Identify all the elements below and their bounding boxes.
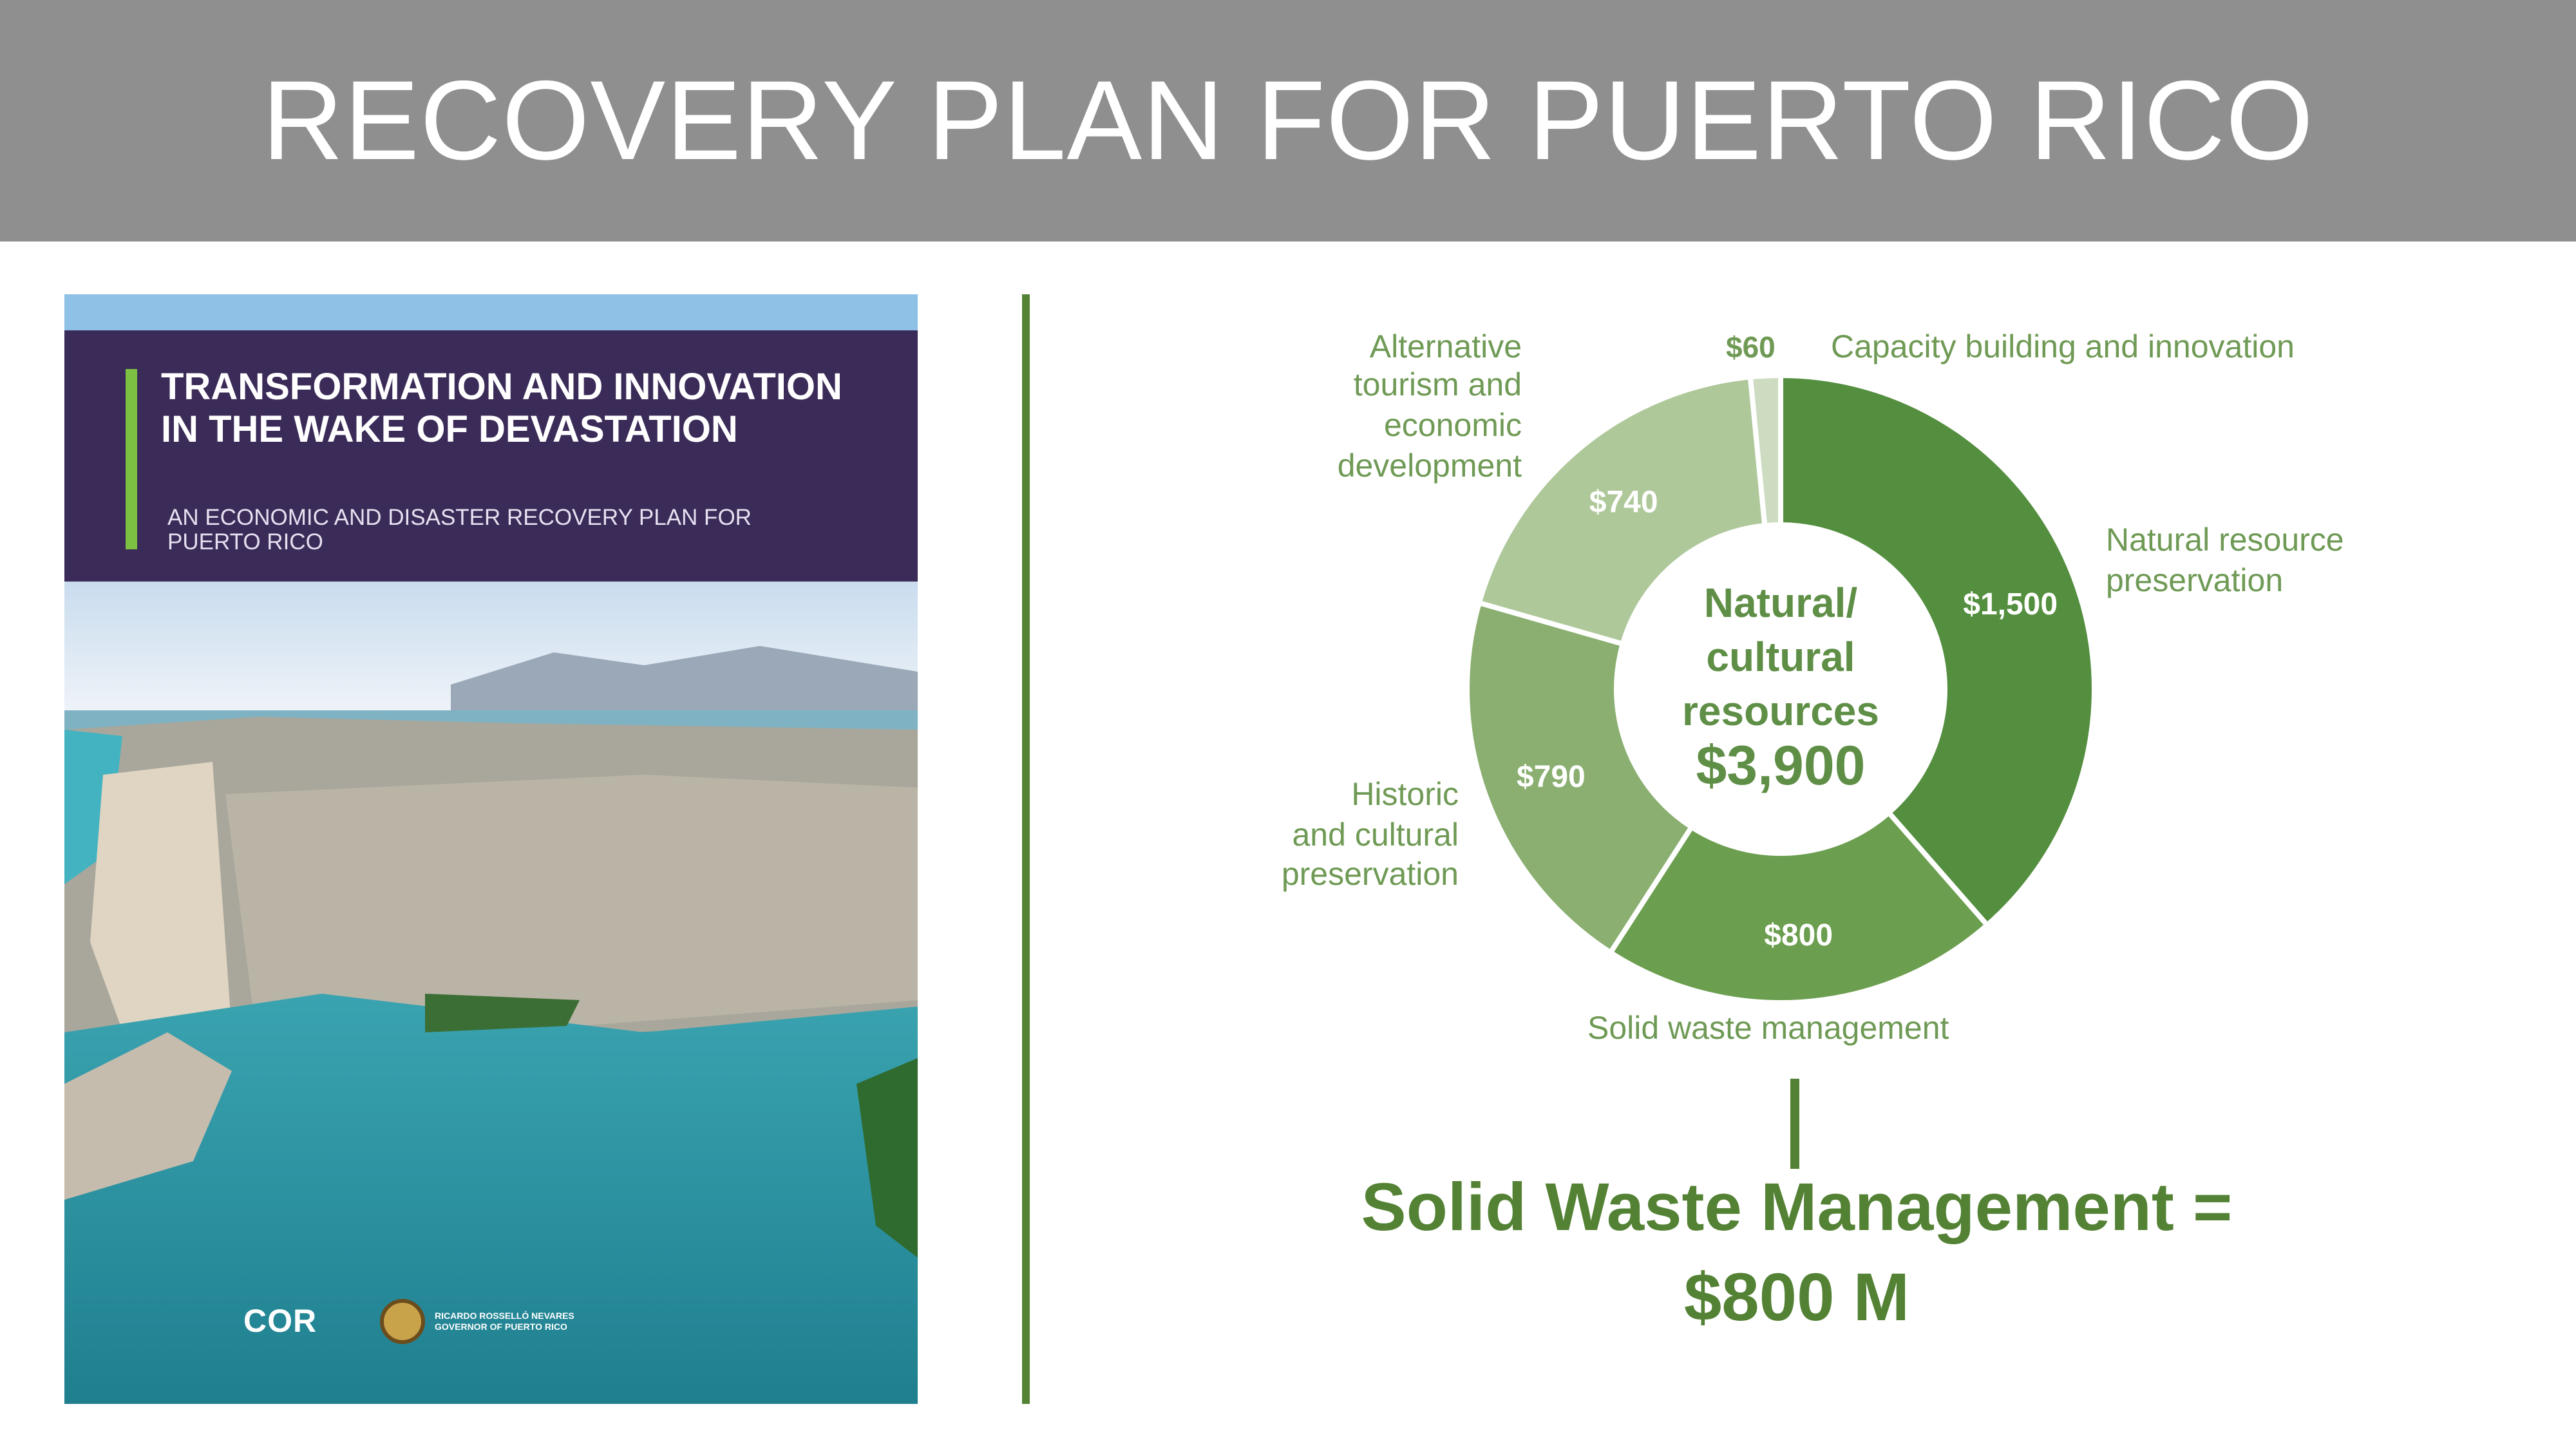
label-natural-line-1: Natural resource [2106, 522, 2344, 558]
label-capacity-value: $60 [1726, 330, 1776, 364]
donut-center [1682, 580, 1879, 797]
label-historic-line-2: and cultural [1292, 817, 1459, 853]
center-label-line-3: resources [1682, 688, 1879, 734]
label-alternative-line-2: tourism and [1353, 366, 1522, 402]
callout-line-1: Solid Waste Management = [1361, 1170, 2233, 1245]
center-label-line-1: Natural/ [1703, 580, 1858, 626]
center-label-line-2: cultural [1706, 634, 1855, 680]
label-historic-line-1: Historic [1351, 776, 1459, 812]
label-natural-line-2: preservation [2106, 562, 2284, 598]
cover-subtitle: AN ECONOMIC AND DISASTER RECOVERY PLAN FOR PUERTO RICO [167, 505, 752, 554]
slice-value-label-0: $1,500 [1963, 587, 2058, 622]
label-historic-line-3: preservation [1281, 856, 1459, 892]
label-solid-waste: Solid waste management [1587, 1010, 1949, 1046]
cover-title: TRANSFORMATION AND INNOVATION IN THE WAKE OF DEVASTATION [161, 366, 842, 450]
slice-value-label-1: $800 [1764, 918, 1833, 952]
callout-line-2: $800 M [1683, 1260, 1910, 1335]
label-alternative-line-1: Alternative [1369, 328, 1522, 365]
governor-caption: RICARDO ROSSELLÓ NEVARES GOVERNOR OF PUERTO RICO [435, 1311, 574, 1332]
label-capacity: Capacity building and innovation [1831, 328, 2295, 365]
solid-waste-callout [1288, 1162, 2306, 1343]
label-alternative-line-3: economic [1384, 407, 1522, 443]
label-alternative-line-4: development [1337, 448, 1522, 484]
callout-connector-line [1790, 1079, 1799, 1169]
slice-value-label-2: $790 [1516, 759, 1586, 794]
slide-title: RECOVERY PLAN FOR PUERTO RICO [261, 58, 2315, 184]
slice-value-label-3: $740 [1589, 485, 1658, 520]
center-total: $3,900 [1696, 735, 1866, 797]
cor3-logo: COR [243, 1303, 317, 1339]
